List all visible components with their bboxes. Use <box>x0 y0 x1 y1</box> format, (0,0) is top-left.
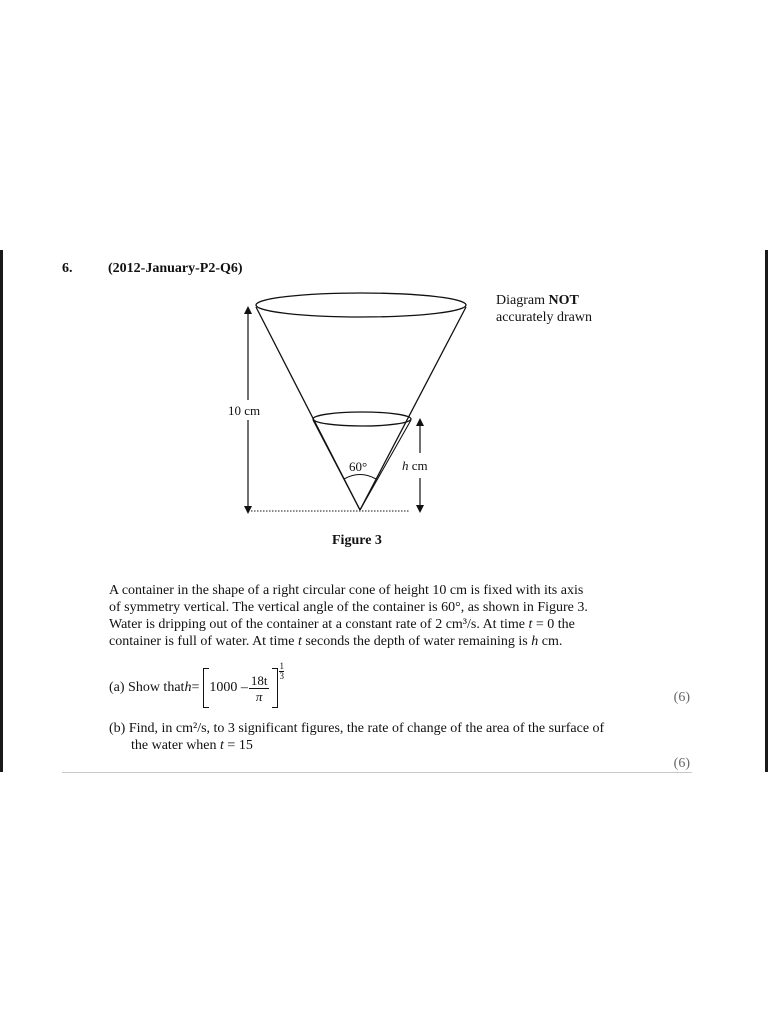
text-line-3 <box>109 616 669 633</box>
part-a-var: h <box>184 680 192 695</box>
part-b <box>109 720 689 754</box>
depth-unit: cm <box>408 458 428 473</box>
text-line-4 <box>109 633 669 650</box>
part-a-formula <box>203 660 284 708</box>
part-a-prefix: (a) Show that <box>109 680 185 695</box>
part-b-2a: the water when <box>131 738 221 753</box>
question-number: 6. <box>62 261 73 276</box>
part-b-marks: (6) <box>673 756 690 771</box>
text-4h: h <box>531 634 539 649</box>
fraction-denominator: π <box>255 688 263 704</box>
part-b-line-1: (b) Find, in cm²/s, to 3 significant figures, the rate of change of the area of the surface of <box>109 721 605 736</box>
exponent-denominator: 3 <box>279 670 284 681</box>
height-label: 10 cm <box>228 403 261 418</box>
depth-label <box>402 458 428 473</box>
part-a <box>109 660 284 708</box>
formula-fraction <box>249 673 270 704</box>
formula-exponent <box>279 662 284 681</box>
question-reference: (2012-January-P2-Q6) <box>108 261 243 276</box>
note-prefix: Diagram <box>496 293 549 308</box>
figure-caption: Figure 3 <box>332 533 382 548</box>
bottom-rule <box>62 772 692 773</box>
text-line-2: of symmetry vertical. The vertical angle of the container is 60°, as shown in Figure 3. <box>109 600 588 615</box>
text-3a: Water is dripping out of the container at a constant rate of 2 cm³/s. At time <box>109 617 529 632</box>
angle-arc <box>344 475 376 480</box>
question-text <box>109 582 669 650</box>
text-3t: t <box>528 617 533 632</box>
note-bold: NOT <box>548 293 579 308</box>
exponent-numerator: 1 <box>279 660 284 671</box>
part-b-2t: t <box>220 738 224 753</box>
part-a-equals: = <box>191 680 200 695</box>
fraction-numerator: 18t <box>250 672 268 688</box>
text-4t: t <box>297 634 302 649</box>
text-4b: seconds the depth of water remaining is <box>301 634 532 649</box>
part-a-marks: (6) <box>673 690 690 705</box>
angle-label: 60° <box>349 459 368 474</box>
part-b-2b: = 15 <box>223 738 253 753</box>
text-4c: cm. <box>538 634 563 649</box>
right-bracket <box>272 668 278 708</box>
part-b-line-2 <box>109 737 689 754</box>
note-line2: accurately drawn <box>496 310 592 325</box>
water-surface <box>313 412 411 426</box>
text-4a: container is full of water. At time <box>109 634 298 649</box>
text-line-1: A container in the shape of a right circular cone of height 10 cm is fixed with its axis <box>109 583 584 598</box>
cone-top-rim <box>256 293 466 317</box>
text-3b: = 0 the <box>532 617 575 632</box>
cone-right-side <box>360 307 466 510</box>
depth-var: h <box>402 458 409 473</box>
formula-constant: 1000 – <box>209 680 248 695</box>
